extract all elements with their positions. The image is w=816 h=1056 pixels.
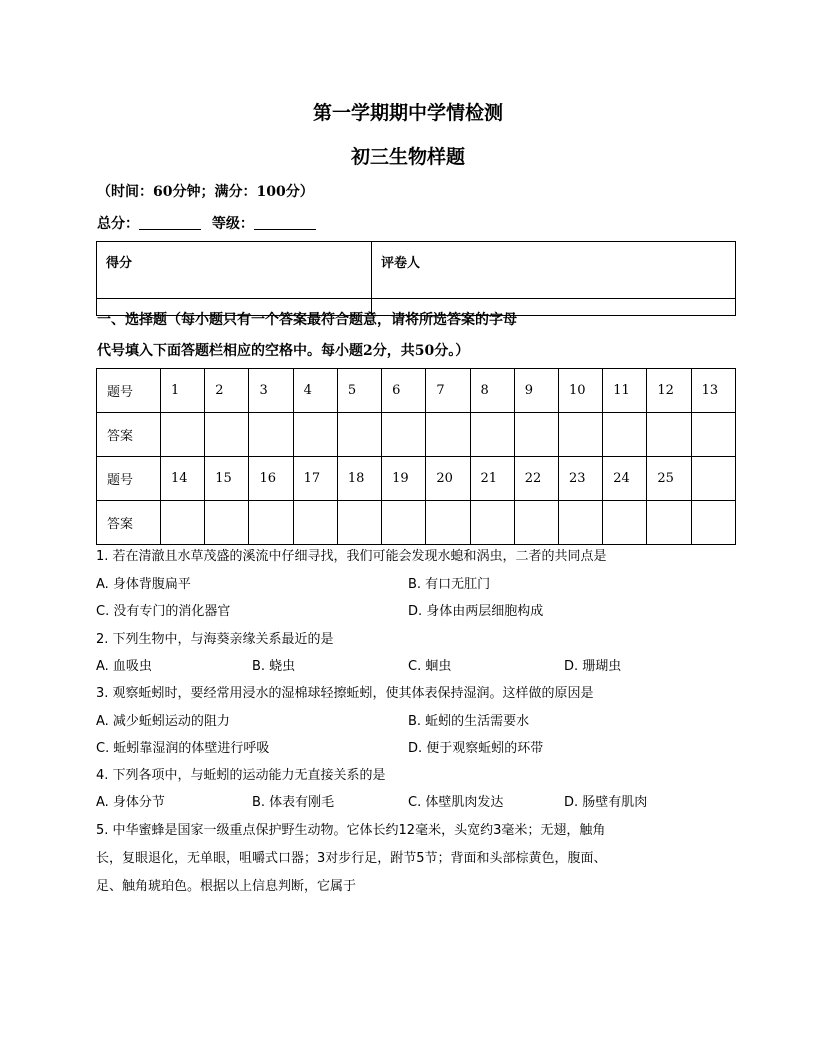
answer-table-row-numbers-2: [97, 457, 736, 501]
answer-cell[interactable]: [470, 501, 514, 545]
total-label: 总分：: [97, 216, 139, 232]
question-1-option-c[interactable]: C. 没有专门的消化器官: [96, 604, 231, 619]
question-2-option-b[interactable]: B. 蛲虫: [252, 659, 296, 674]
question-2-option-d[interactable]: D. 珊瑚虫: [564, 659, 622, 674]
answer-table-row-answers-2: [97, 501, 736, 545]
answer-cell[interactable]: [382, 501, 426, 545]
num-cell: 17: [293, 457, 337, 501]
num-cell: 15: [205, 457, 249, 501]
answer-table-row-answers-1: [97, 413, 736, 457]
num-cell: 16: [249, 457, 293, 501]
answer-cell[interactable]: [691, 413, 735, 457]
question-2-option-c[interactable]: C. 蛔虫: [408, 659, 452, 674]
num-cell: [691, 457, 735, 501]
num-cell: 24: [603, 457, 647, 501]
answer-cell[interactable]: [470, 413, 514, 457]
num-cell: 2: [205, 369, 249, 413]
score-table: [96, 241, 736, 316]
num-label: 题号: [97, 369, 161, 413]
answer-cell[interactable]: [514, 413, 558, 457]
num-cell: 23: [558, 457, 602, 501]
question-5-line3: 足、触角琥珀色。根据以上信息判断，它属于: [96, 879, 357, 894]
question-4-option-b[interactable]: B. 体表有刚毛: [252, 795, 335, 810]
num-cell: 12: [647, 369, 691, 413]
answer-cell[interactable]: [426, 413, 470, 457]
num-cell: 19: [382, 457, 426, 501]
total-blank[interactable]: [139, 215, 201, 230]
answer-cell[interactable]: [161, 501, 205, 545]
question-1-option-d[interactable]: D. 身体由两层细胞构成: [408, 604, 544, 619]
question-1-option-b[interactable]: B. 有口无肛门: [408, 577, 491, 592]
num-cell: 1: [161, 369, 205, 413]
answer-cell[interactable]: [249, 413, 293, 457]
section1-heading-line1: 一、选择题（每小题只有一个答案最符合题意，请将所选答案的字母: [97, 312, 517, 328]
answer-cell[interactable]: [337, 501, 381, 545]
answer-cell[interactable]: [647, 413, 691, 457]
total-grade-line: [97, 213, 322, 233]
question-3-option-b[interactable]: B. 蚯蚓的生活需要水: [408, 714, 530, 729]
ans-label: 答案: [97, 501, 161, 545]
num-cell: 3: [249, 369, 293, 413]
question-3-stem: 3. 观察蚯蚓时，要经常用浸水的湿棉球轻擦蚯蚓，使其体表保持湿润。这样做的原因是: [96, 686, 594, 701]
time-note: （时间：60分钟；满分：100分）: [97, 184, 314, 200]
grade-blank[interactable]: [254, 215, 316, 230]
question-3-option-d[interactable]: D. 便于观察蚯蚓的环带: [408, 741, 544, 756]
ans-label: 答案: [97, 413, 161, 457]
answer-cell[interactable]: [205, 501, 249, 545]
question-4-option-a[interactable]: A. 身体分节: [96, 795, 165, 810]
num-label: 题号: [97, 457, 161, 501]
answer-cell[interactable]: [558, 501, 602, 545]
num-cell: 20: [426, 457, 470, 501]
answer-cell[interactable]: [647, 501, 691, 545]
question-2-option-a[interactable]: A. 血吸虫: [96, 659, 152, 674]
question-5-line1: 5. 中华蜜蜂是国家一级重点保护野生动物。它体长约12毫米，头宽约3毫米；无翅，触角: [96, 823, 606, 838]
answer-cell[interactable]: [293, 413, 337, 457]
answer-table: [96, 368, 736, 545]
answer-cell[interactable]: [514, 501, 558, 545]
question-3-option-c[interactable]: C. 蚯蚓靠湿润的体壁进行呼吸: [96, 741, 270, 756]
num-cell: 21: [470, 457, 514, 501]
num-cell: 4: [293, 369, 337, 413]
num-cell: 22: [514, 457, 558, 501]
question-5-line2: 长，复眼退化，无单眼，咀嚼式口器；3对步行足，跗节5节；背面和头部棕黄色，腹面、: [96, 851, 607, 866]
question-4-option-d[interactable]: D. 肠壁有肌肉: [564, 795, 648, 810]
exam-subtitle: 初三生物样题: [350, 146, 465, 168]
answer-cell[interactable]: [382, 413, 426, 457]
num-cell: 25: [647, 457, 691, 501]
num-cell: 18: [337, 457, 381, 501]
question-1-option-a[interactable]: A. 身体背腹扁平: [96, 577, 191, 592]
num-cell: 13: [691, 369, 735, 413]
grader-label: 评卷人: [372, 242, 736, 299]
question-3-option-a[interactable]: A. 减少蚯蚓运动的阻力: [96, 714, 230, 729]
answer-cell[interactable]: [337, 413, 381, 457]
num-cell: 5: [337, 369, 381, 413]
num-cell: 10: [558, 369, 602, 413]
answer-cell[interactable]: [603, 501, 647, 545]
grade-label: 等级：: [211, 216, 254, 232]
question-1-stem: 1. 若在清澈且水草茂盛的溪流中仔细寻找，我们可能会发现水螅和涡虫，二者的共同点是: [96, 549, 607, 564]
answer-cell[interactable]: [161, 413, 205, 457]
num-cell: 9: [514, 369, 558, 413]
section1-heading-line2: 代号填入下面答题栏相应的空格中。每小题2分，共50分。）: [97, 343, 470, 359]
question-4-option-c[interactable]: C. 体壁肌肉发达: [408, 795, 504, 810]
exam-title: 第一学期期中学情检测: [312, 102, 503, 124]
question-4-stem: 4. 下列各项中，与蚯蚓的运动能力无直接关系的是: [96, 768, 386, 783]
num-cell: 6: [382, 369, 426, 413]
answer-cell[interactable]: [426, 501, 470, 545]
answer-cell[interactable]: [293, 501, 337, 545]
num-cell: 11: [603, 369, 647, 413]
score-label: 得分: [97, 242, 372, 299]
num-cell: 14: [161, 457, 205, 501]
question-2-stem: 2. 下列生物中，与海葵亲缘关系最近的是: [96, 632, 334, 647]
num-cell: 8: [470, 369, 514, 413]
answer-cell[interactable]: [249, 501, 293, 545]
answer-cell[interactable]: [205, 413, 249, 457]
answer-cell[interactable]: [691, 501, 735, 545]
answer-cell[interactable]: [558, 413, 602, 457]
num-cell: 7: [426, 369, 470, 413]
answer-table-row-numbers-1: [97, 369, 736, 413]
answer-cell[interactable]: [603, 413, 647, 457]
